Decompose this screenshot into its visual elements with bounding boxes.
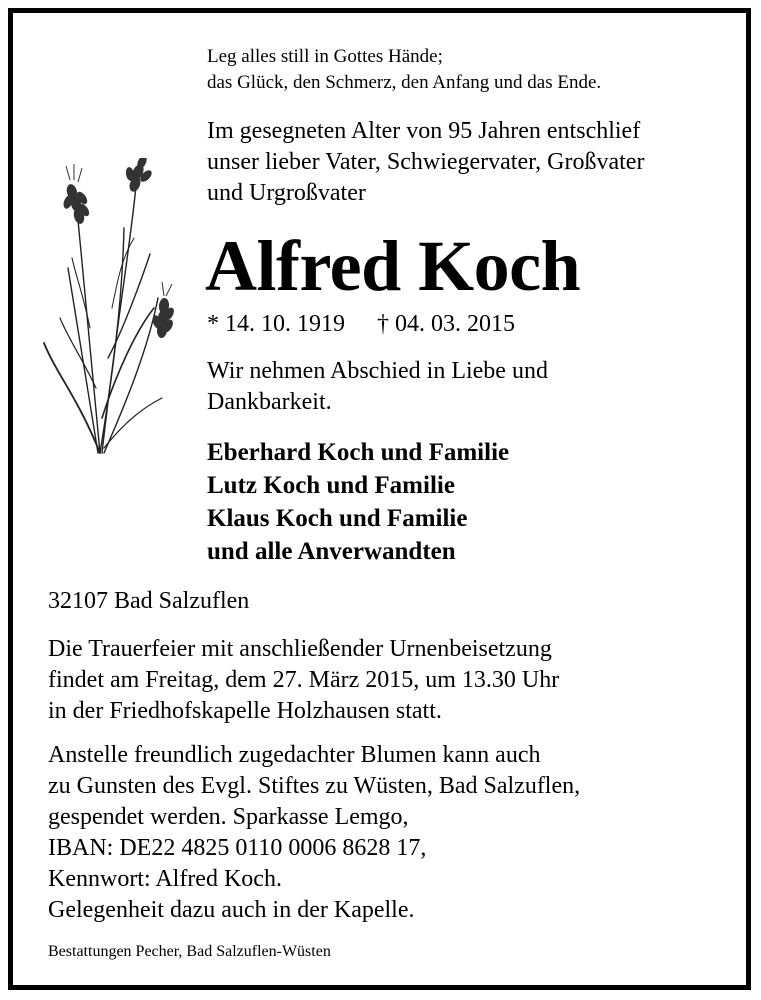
motto-line: Leg alles still in Gottes Hände; [207, 46, 443, 67]
mourner-item: Klaus Koch und Familie [207, 505, 468, 532]
intro-text [207, 116, 644, 209]
donation-line: Kennwort: Alfred Koch. [48, 866, 282, 892]
undertaker-credit: Bestattungen Pecher, Bad Salzuflen-Wüsten [48, 943, 331, 960]
donation-line: Anstelle freundlich zugedachter Blumen kann auch [48, 742, 541, 768]
donation-line: Gelegenheit dazu auch in der Kapelle. [48, 897, 415, 923]
farewell-text [207, 356, 548, 418]
intro-line: Im gesegneten Alter von 95 Jahren entschlief [207, 118, 641, 144]
intro-line: unser lieber Vater, Schwiegervater, Großvater [207, 149, 645, 175]
service-line: in der Friedhofskapelle Holzhausen statt. [48, 698, 442, 724]
service-line: findet am Freitag, dem 27. März 2015, um 13.30 Uhr [48, 667, 560, 693]
farewell-line: Dankbarkeit. [207, 389, 332, 415]
service-line: Die Trauerfeier mit anschließender Urnenbeisetzung [48, 636, 552, 662]
intro-line: und Urgroßvater [207, 180, 366, 206]
death-date: † 04. 03. 2015 [377, 311, 515, 337]
donation-line: zu Gunsten des Evgl. Stiftes zu Wüsten, Bad Salzuflen, [48, 773, 581, 799]
farewell-line: Wir nehmen Abschied in Liebe und [207, 358, 548, 384]
mourner-item: Eberhard Koch und Familie [207, 439, 510, 466]
mourners-list [207, 436, 509, 568]
motto-verse [207, 44, 601, 96]
birth-date: * 14. 10. 1919 [207, 311, 345, 337]
deceased-name: Alfred Koch [205, 226, 581, 306]
service-details [48, 634, 559, 727]
mourner-item: und alle Anverwandten [207, 538, 456, 565]
wheat-stalks-icon [38, 158, 190, 463]
mourner-item: Lutz Koch und Familie [207, 472, 455, 499]
donation-notice [48, 740, 580, 926]
donation-line: IBAN: DE22 4825 0110 0006 8628 17, [48, 835, 427, 861]
motto-line: das Glück, den Schmerz, den Anfang und das Ende. [207, 72, 602, 93]
place-line: 32107 Bad Salzuflen [48, 588, 250, 614]
donation-line: gespendet werden. Sparkasse Lemgo, [48, 804, 409, 830]
life-dates [207, 309, 515, 339]
